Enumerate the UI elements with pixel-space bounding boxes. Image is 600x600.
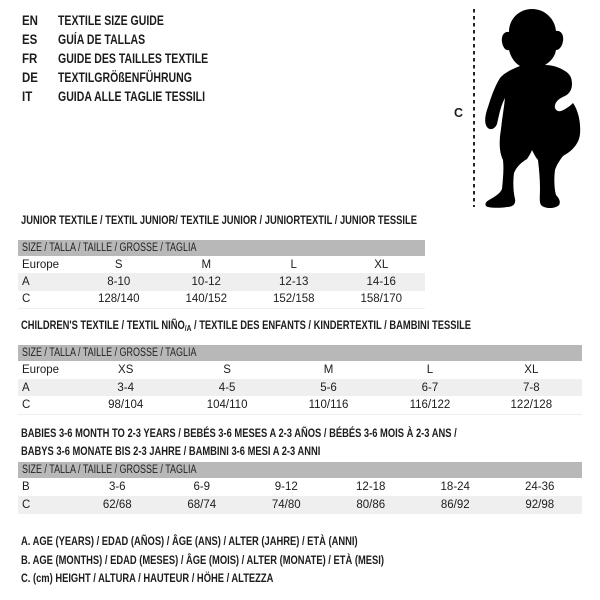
value-cell: 128/140 (97, 293, 140, 306)
table-row (18, 396, 582, 414)
language-title: TEXTILGRÖßENFÜHRUNG (58, 70, 192, 85)
row-label-cell: Europe (22, 363, 60, 376)
language-list (22, 11, 251, 106)
row-label-cell: C (22, 499, 31, 511)
language-title: GUIDA ALLE TAGLIE TESSILI (58, 89, 206, 104)
value-cell: 24-36 (525, 481, 555, 493)
height-measure-dashed-line (473, 9, 475, 207)
value-cell: 18-24 (440, 481, 470, 493)
value-cell: 8-10 (107, 276, 131, 289)
language-code: IT (22, 89, 33, 104)
table-row (18, 478, 582, 496)
subscript-a: /A (184, 323, 192, 333)
legend-line-c: C. (cm) HEIGHT / ALTURA / HAUTEUR / HÖHE / ALTEZZA (21, 571, 274, 586)
language-title: GUÍA DE TALLAS (58, 32, 146, 47)
value-cell: 140/152 (185, 293, 228, 306)
value-cell: 5-6 (320, 381, 337, 394)
value-cell: 110/116 (308, 399, 349, 412)
row-label-cell: B (22, 481, 30, 493)
size-cell: XL (524, 363, 539, 376)
table-row (18, 273, 425, 290)
size-cell: XL (374, 258, 389, 271)
language-row (22, 30, 251, 49)
value-cell: 4-5 (218, 381, 236, 394)
row-label-cell: C (22, 399, 31, 412)
height-measure-label: C (454, 106, 464, 120)
language-code: DE (22, 70, 38, 85)
value-cell: 74/80 (271, 499, 301, 511)
value-cell: 6-7 (421, 381, 439, 394)
babies-section-title: BABIES 3-6 MONTH TO 2-3 YEARS / BEBÉS 3-6 MESES A 2-3 AÑOS / BÉBÉS 3-6 MOIS À 2-3 ANS / BABYS 3-6 MONATE BIS 2-3 JAHRE / BAMBINI 3-6 MESI A 2-3 ANNI (21, 426, 457, 458)
value-cell: 116/122 (409, 399, 451, 412)
value-cell: 80/86 (356, 499, 386, 511)
junior-size-table (18, 240, 425, 309)
legend-line-a: A. AGE (YEARS) / EDAD (AÑOS) / ÂGE (ANS) / ALTER (JAHRE) / ETÀ (ANNI) (21, 534, 358, 548)
value-cell: 104/110 (206, 399, 248, 412)
babies-size-table (18, 462, 582, 514)
children-section-title: CHILDREN'S TEXTILE / TEXTIL $NIÑO_{/A}$ / TEXTILE DES ENFANTS / KINDERTEXTIL / BAMBINI TESSILE (21, 318, 472, 333)
table-row (18, 256, 425, 273)
size-header-bar: SIZE / TALLA / TAILLE / GRÖSSE / TAGLIA (18, 345, 582, 361)
value-cell: 3-6 (108, 481, 126, 493)
size-cell: L (290, 258, 297, 271)
table-row (18, 291, 425, 308)
language-title: TEXTILE SIZE GUIDE (58, 13, 164, 28)
row-label-cell: A (22, 381, 30, 394)
value-cell: 98/104 (108, 399, 144, 412)
measure-legend (21, 534, 486, 590)
value-cell: 68/74 (187, 499, 217, 511)
value-cell: 3-4 (117, 381, 135, 394)
language-row (22, 11, 251, 30)
value-cell: 14-16 (366, 276, 396, 289)
row-label-cell: A (22, 276, 30, 289)
value-cell: 158/170 (360, 293, 403, 306)
value-cell: 7-8 (523, 381, 540, 394)
value-cell: 6-9 (193, 481, 211, 493)
value-cell: 152/158 (272, 293, 315, 306)
language-title: GUIDE DES TAILLES TEXTILE (58, 51, 209, 66)
language-code: EN (22, 13, 38, 28)
value-cell: 12-18 (356, 481, 386, 493)
size-cell: XS (118, 363, 134, 376)
value-cell: 9-12 (274, 481, 298, 493)
size-header-bar: SIZE / TALLA / TAILLE / GRÖSSE / TAGLIA (18, 462, 582, 478)
size-cell: S (114, 258, 123, 271)
size-cell: M (201, 258, 212, 271)
value-cell: 122/128 (510, 399, 553, 412)
size-header-bar: SIZE / TALLA / TAILLE / GRÖSSE / TAGLIA (18, 240, 425, 256)
value-cell: 10-12 (191, 276, 221, 289)
size-cell: M (323, 363, 334, 376)
children-size-table (18, 345, 582, 415)
table-row (18, 361, 582, 379)
language-row (22, 87, 251, 106)
language-row (22, 49, 251, 68)
value-cell: 12-13 (279, 276, 309, 289)
size-cell: S (223, 363, 231, 376)
value-cell: 62/68 (102, 499, 132, 511)
toddler-silhouette-icon (480, 7, 584, 209)
table-row (18, 379, 582, 397)
size-cell: L (426, 363, 434, 376)
junior-section-title: JUNIOR TEXTILE / TEXTIL JUNIOR/ TEXTILE JUNIOR / JUNIORTEXTIL / JUNIOR TESSILE (21, 213, 417, 227)
value-cell: 86/92 (440, 499, 470, 511)
language-code: FR (22, 51, 38, 66)
value-cell: 92/98 (525, 499, 555, 511)
table-row (18, 496, 582, 514)
language-row (22, 68, 251, 87)
language-code: ES (22, 32, 38, 47)
row-label-cell: Europe (22, 258, 60, 271)
legend-line-b: B. AGE (MONTHS) / EDAD (MESES) / ÂGE (MOIS) / ALTER (MONATE) / ETÀ (MESI) (21, 552, 384, 567)
row-label-cell: C (22, 293, 31, 306)
